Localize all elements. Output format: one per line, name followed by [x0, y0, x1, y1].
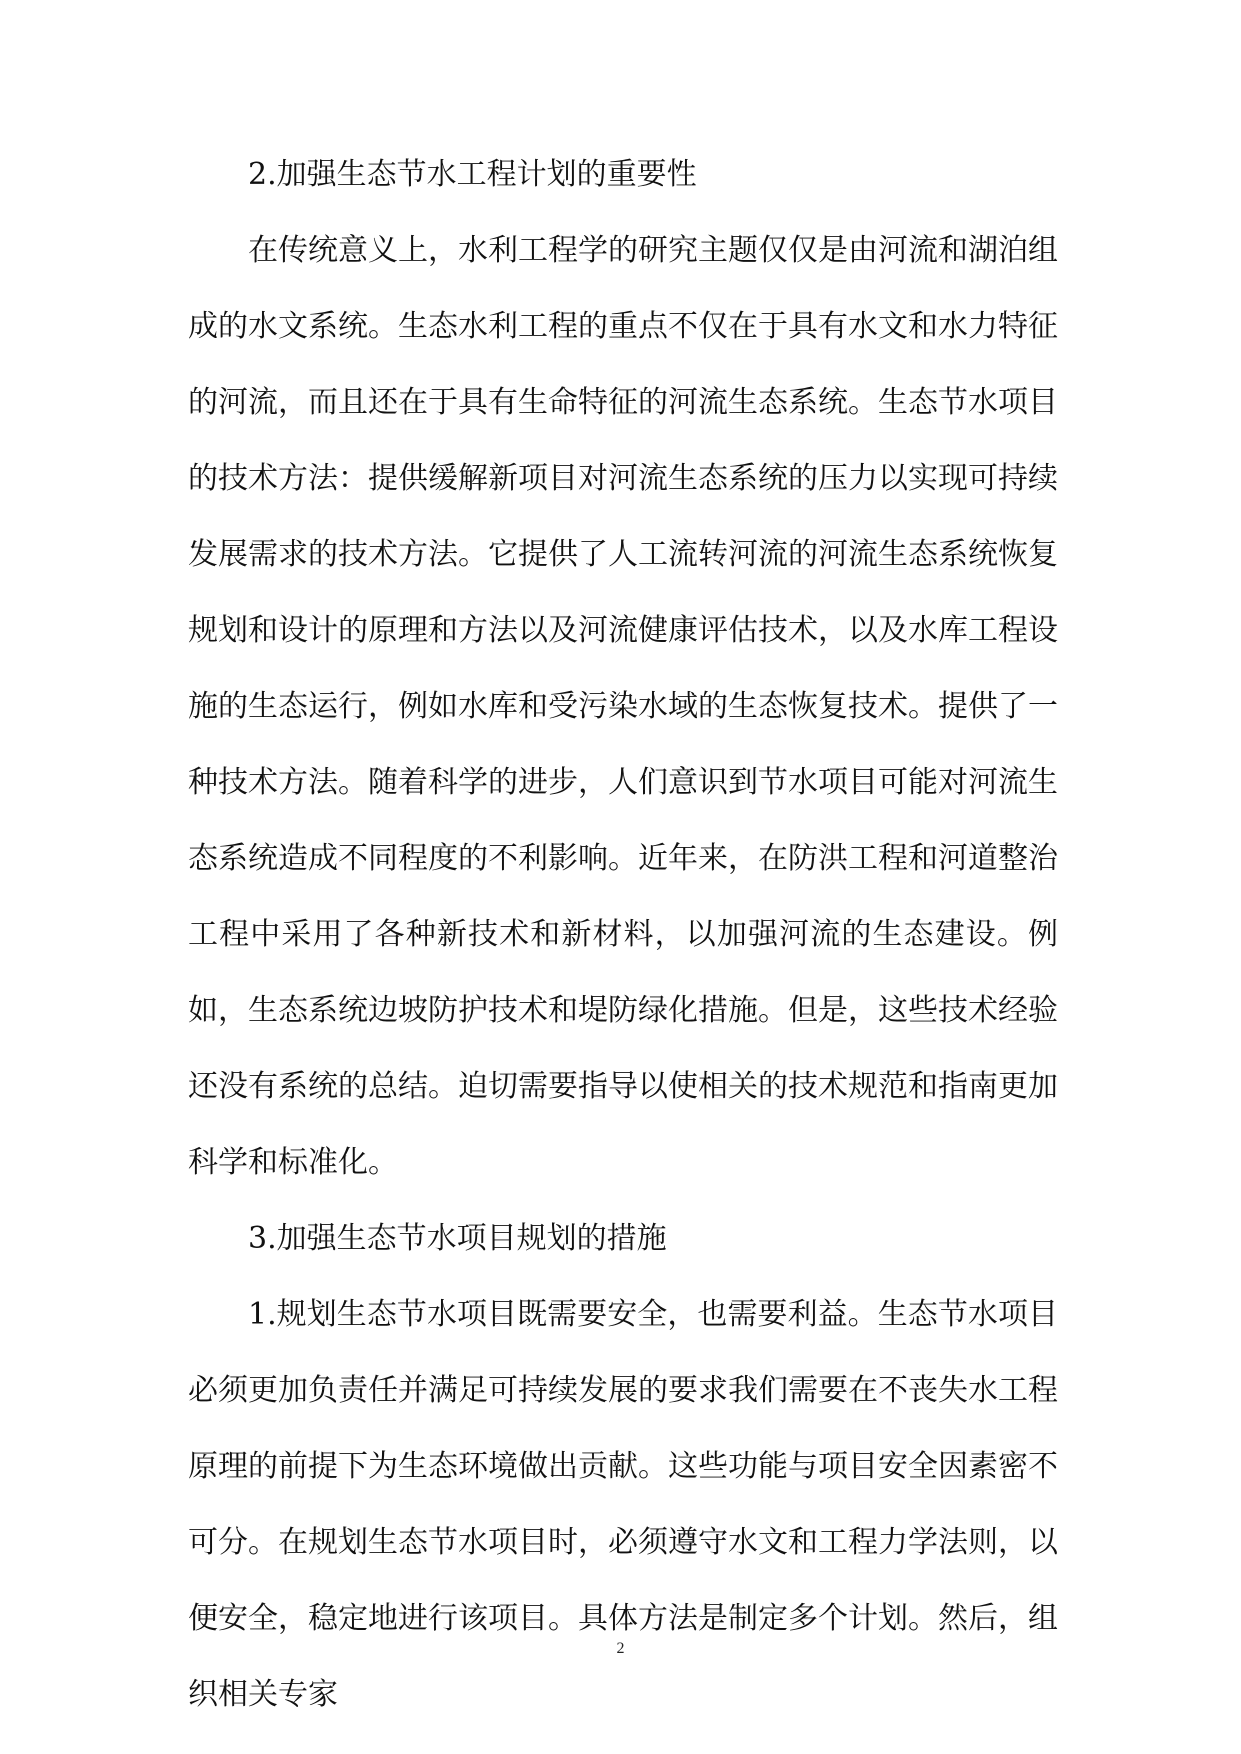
section-heading-3: 3.加强生态节水项目规划的措施 — [248, 1221, 667, 1256]
page-body — [188, 137, 1058, 1733]
page-number: 2 — [616, 1640, 625, 1657]
paragraph-importance: 在传统意义上，水利工程学的研究主题仅仅是由河流和湖泊组成的水文系统。生态水利工程的重点不仅在于具有水文和水力特征的河流，而且还在于具有生命特征的河流生态系统。生态节水项目的技术方法：提供缓解新项目对河流生态系统的压力以实现可持续发展需求的技术方法。它提供了人工流转河流的河流生态系统恢复规划和设计的原理和方法以及河流健康评估技术，以及水库工程设施的生态运行，例如水库和受污染水域的生态恢复技术。提供了一种技术方法。随着科学的进步，人们意识到节水项目可能对河流生态系统造成不同程度的不利影响。近年来，在防洪工程和河道整治工程中采用了各种新技术和新材料，以加强河流的生态建设。例如，生态系统边坡防护技术和堤防绿化措施。但是，这些技术经验还没有系统的总结。迫切需要指导以使相关的技术规范和指南更加科学和标准化。 — [188, 233, 1058, 1180]
paragraph-measures: 1.规划生态节水项目既需要安全，也需要利益。生态节水项目必须更加负责任并满足可持续发展的要求我们需要在不丧失水工程原理的前提下为生态环境做出贡献。这些功能与项目安全因素密不可分。在规划生态节水项目时，必须遵守水文和工程力学法则，以便安全，稳定地进行该项目。具体方法是制定多个计划。然后，组织相关专家 — [188, 1297, 1058, 1712]
section-heading-2: 2.加强生态节水工程计划的重要性 — [248, 157, 697, 192]
